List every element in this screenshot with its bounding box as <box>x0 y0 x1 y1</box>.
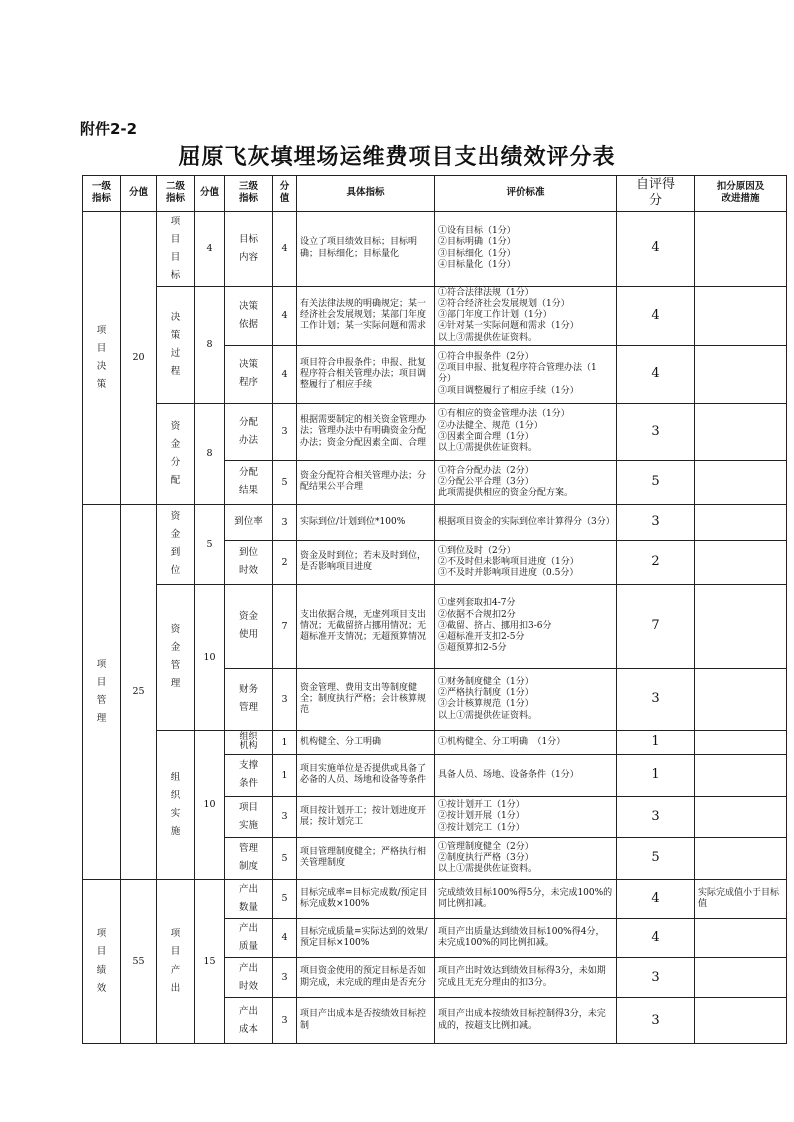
l2-target: 项 目 目 标 <box>157 211 195 286</box>
reason-cell <box>695 730 787 754</box>
l3-score: 4 <box>273 345 297 403</box>
criteria-cell: 项目产出质量达到绩效目标100%得4分，未完成100%的同比例扣减。 <box>435 919 617 958</box>
criteria-cell: 具备人员、场地、设备条件（1分） <box>435 754 617 796</box>
l3-cell: 分配 办法 <box>225 403 273 460</box>
self-score-cell: 3 <box>617 504 695 540</box>
header-l1: 一级 指标 <box>83 176 121 212</box>
indicator-cell: 项目产出成本是否按绩效目标控制 <box>297 998 435 1044</box>
l3-cell: 决策 依据 <box>225 286 273 345</box>
l3-score: 2 <box>273 540 297 584</box>
l3-score: 3 <box>273 403 297 460</box>
indicator-cell: 根据需要制定的相关资金管理办法；管理办法中有明确资金分配办法；资金分配因素全面、合理 <box>297 403 435 460</box>
self-score-cell: 4 <box>617 879 695 918</box>
l3-score: 1 <box>273 730 297 754</box>
attachment-label: 附件2-2 <box>80 120 138 138</box>
table-row <box>83 211 787 286</box>
reason-cell <box>695 345 787 403</box>
header-l3: 三级 指标 <box>225 176 273 212</box>
criteria-cell: ①按计划开工（1分） ②按计划开展（1分） ③按计划完工（1分） <box>435 796 617 837</box>
self-score-cell: 4 <box>617 211 695 286</box>
l2-organization-score: 10 <box>195 730 225 879</box>
l2-output: 项 目 产 出 <box>157 879 195 1043</box>
reason-cell <box>695 460 787 504</box>
table-row <box>83 403 787 460</box>
header-row <box>83 176 787 212</box>
l2-decision-process-score: 8 <box>195 286 225 403</box>
indicator-cell: 项目资金使用的预定目标是否如期完成，未完成的理由是否充分 <box>297 958 435 998</box>
l1-performance-score: 55 <box>121 879 157 1043</box>
table-row <box>83 730 787 754</box>
evaluation-table <box>82 175 787 1044</box>
l1-performance: 项 目 绩 效 <box>83 879 121 1043</box>
l3-score: 5 <box>273 879 297 918</box>
l1-management: 项 目 管 理 <box>83 504 121 879</box>
l1-decision-score: 20 <box>121 211 157 504</box>
self-score-cell: 3 <box>617 998 695 1044</box>
criteria-cell: 根据项目资金的实际到位率计算得分（3分） <box>435 504 617 540</box>
l3-cell: 资金 使用 <box>225 584 273 668</box>
l3-score: 3 <box>273 958 297 998</box>
l3-score: 3 <box>273 504 297 540</box>
reason-cell <box>695 958 787 998</box>
self-score-cell: 2 <box>617 540 695 584</box>
indicator-cell: 目标完成质量=实际达到的效果/预定目标×100% <box>297 919 435 958</box>
indicator-cell: 资金及时到位；若未及时到位，是否影响项目进度 <box>297 540 435 584</box>
table-row <box>83 584 787 668</box>
indicator-cell: 项目符合申报条件；申报、批复程序符合相关管理办法；项目调整履行了相应手续 <box>297 345 435 403</box>
l3-score: 4 <box>273 919 297 958</box>
reason-cell <box>695 540 787 584</box>
criteria-cell: ①管理制度健全（2分） ②制度执行严格（3分） 以上①需提供佐证资料。 <box>435 837 617 879</box>
reason-cell <box>695 584 787 668</box>
indicator-cell: 目标完成率=目标完成数/预定目标完成数×100% <box>297 879 435 918</box>
reason-cell: 实际完成值小于目标值 <box>695 879 787 918</box>
l3-cell: 管理 制度 <box>225 837 273 879</box>
indicator-cell: 资金管理、费用支出等制度健全；制度执行严格；会计核算规范 <box>297 668 435 730</box>
l3-cell: 决策 程序 <box>225 345 273 403</box>
self-score-cell: 3 <box>617 796 695 837</box>
l3-score: 1 <box>273 754 297 796</box>
table-row <box>83 879 787 918</box>
l2-organization: 组 织 实 施 <box>157 730 195 879</box>
l3-cell: 财务 管理 <box>225 668 273 730</box>
reason-cell <box>695 837 787 879</box>
self-score-cell: 3 <box>617 958 695 998</box>
l3-cell: 到位 时效 <box>225 540 273 584</box>
l3-cell: 产出 数量 <box>225 879 273 918</box>
self-score-cell: 4 <box>617 919 695 958</box>
l3-score: 3 <box>273 668 297 730</box>
l3-score: 3 <box>273 796 297 837</box>
indicator-cell: 实际到位/计划到位*100% <box>297 504 435 540</box>
criteria-cell: ①符合申报条件（2分） ②项目申报、批复程序符合管理办法（1分） ③项目调整履行了相应手续（1分） <box>435 345 617 403</box>
reason-cell <box>695 668 787 730</box>
page-title: 屈原飞灰填埋场运维费项目支出绩效评分表 <box>178 144 616 170</box>
criteria-cell: 项目产出时效达到绩效目标得3分，未如期完成且无充分理由的扣3分。 <box>435 958 617 998</box>
criteria-cell: ①有相应的资金管理办法（1分） ②办法健全、规范（1分） ③因素全面合理（1分） 以上①需提供佐证资料。 <box>435 403 617 460</box>
reason-cell <box>695 998 787 1044</box>
indicator-cell: 项目管理制度健全；严格执行相关管理制度 <box>297 837 435 879</box>
indicator-cell: 资金分配符合相关管理办法；分配结果公平合理 <box>297 460 435 504</box>
indicator-cell: 支出依据合规，无虚列项目支出情况；无截留挤占挪用情况；无超标准开支情况；无超预算情况 <box>297 584 435 668</box>
l2-fund-arrival: 资 金 到 位 <box>157 504 195 584</box>
l3-score: 7 <box>273 584 297 668</box>
l3-cell: 产出 成本 <box>225 998 273 1044</box>
l3-cell: 支撑 条件 <box>225 754 273 796</box>
header-criteria: 评价标准 <box>435 176 617 212</box>
reason-cell <box>695 919 787 958</box>
header-score-3: 分值 <box>273 176 297 212</box>
self-score-cell: 3 <box>617 668 695 730</box>
header-l2: 二级 指标 <box>157 176 195 212</box>
criteria-cell: ①到位及时（2分） ②不及时但未影响项目进度（1分） ③不及时并影响项目进度（0.5分） <box>435 540 617 584</box>
criteria-cell: ①虚列套取扣4-7分 ②依据不合规扣2分 ③截留、挤占、挪用扣3-6分 ④超标准开支扣2-5分 ⑤超预算扣2-5分 <box>435 584 617 668</box>
l3-score: 3 <box>273 998 297 1044</box>
reason-cell <box>695 286 787 345</box>
indicator-cell: 项目按计划开工；按计划进度开展；按计划完工 <box>297 796 435 837</box>
self-score-cell: 7 <box>617 584 695 668</box>
criteria-cell: ①设有目标（1分） ②目标明确（1分） ③目标细化（1分） ④目标量化（1分） <box>435 211 617 286</box>
l3-cell: 产出 质量 <box>225 919 273 958</box>
l3-score: 5 <box>273 837 297 879</box>
self-score-cell: 5 <box>617 460 695 504</box>
self-score-cell: 1 <box>617 754 695 796</box>
l2-target-score: 4 <box>195 211 225 286</box>
l3-cell: 目标 内容 <box>225 211 273 286</box>
self-score-cell: 3 <box>617 403 695 460</box>
l3-cell: 产出 时效 <box>225 958 273 998</box>
indicator-cell: 机构健全、分工明确 <box>297 730 435 754</box>
criteria-cell: ①财务制度健全（1分） ②严格执行制度（1分） ③会计核算规范（1分） 以上①需提供佐证资料。 <box>435 668 617 730</box>
reason-cell <box>695 211 787 286</box>
l2-fund-management-score: 10 <box>195 584 225 730</box>
reason-cell <box>695 504 787 540</box>
criteria-cell: ①机构健全、分工明确 （1分） <box>435 730 617 754</box>
indicator-cell: 有关法律法规的明确规定；某一经济社会发展规划；某部门年度工作计划；某一实际问题和需求 <box>297 286 435 345</box>
indicator-cell: 设立了项目绩效目标；目标明确；目标细化；目标量化 <box>297 211 435 286</box>
l1-decision: 项 目 决 策 <box>83 211 121 504</box>
self-score-cell: 4 <box>617 345 695 403</box>
indicator-cell: 项目实施单位是否提供或具备了必备的人员、场地和设备等条件 <box>297 754 435 796</box>
criteria-cell: ①符合分配办法（2分） ②分配公平合理（3分） 此项需提供相应的资金分配方案。 <box>435 460 617 504</box>
self-score-cell: 1 <box>617 730 695 754</box>
l2-fund-management: 资 金 管 理 <box>157 584 195 730</box>
l3-cell: 项目 实施 <box>225 796 273 837</box>
self-score-cell: 5 <box>617 837 695 879</box>
header-indicator: 具体指标 <box>297 176 435 212</box>
l2-fund-arrival-score: 5 <box>195 504 225 584</box>
l3-cell: 分配 结果 <box>225 460 273 504</box>
table-row <box>83 286 787 345</box>
l2-fund-allocation-score: 8 <box>195 403 225 504</box>
criteria-cell: 项目产出成本按绩效目标控制得3分，未完成的，按超支比例扣减。 <box>435 998 617 1044</box>
l2-fund-allocation: 资 金 分 配 <box>157 403 195 504</box>
l3-score: 4 <box>273 211 297 286</box>
criteria-cell: ①符合法律法规（1分） ②符合经济社会发展规划（1分） ③部门年度工作计划（1分） ④针对某一实际问题和需求（1分） 以上③需提供佐证资料。 <box>435 286 617 345</box>
table-row <box>83 504 787 540</box>
l3-cell: 到位率 <box>225 504 273 540</box>
l2-output-score: 15 <box>195 879 225 1043</box>
l3-score: 4 <box>273 286 297 345</box>
self-score-cell: 4 <box>617 286 695 345</box>
header-self-score: 自评得 分 <box>617 176 695 212</box>
l1-management-score: 25 <box>121 504 157 879</box>
l3-cell: 组织 机构 <box>225 730 273 754</box>
header-reason: 扣分原因及 改进措施 <box>695 176 787 212</box>
criteria-cell: 完成绩效目标100%得5分，未完成100%的同比例扣减。 <box>435 879 617 918</box>
reason-cell <box>695 796 787 837</box>
reason-cell <box>695 754 787 796</box>
header-score-1: 分值 <box>121 176 157 212</box>
reason-cell <box>695 403 787 460</box>
l2-decision-process: 决 策 过 程 <box>157 286 195 403</box>
header-score-2: 分值 <box>195 176 225 212</box>
l3-score: 5 <box>273 460 297 504</box>
